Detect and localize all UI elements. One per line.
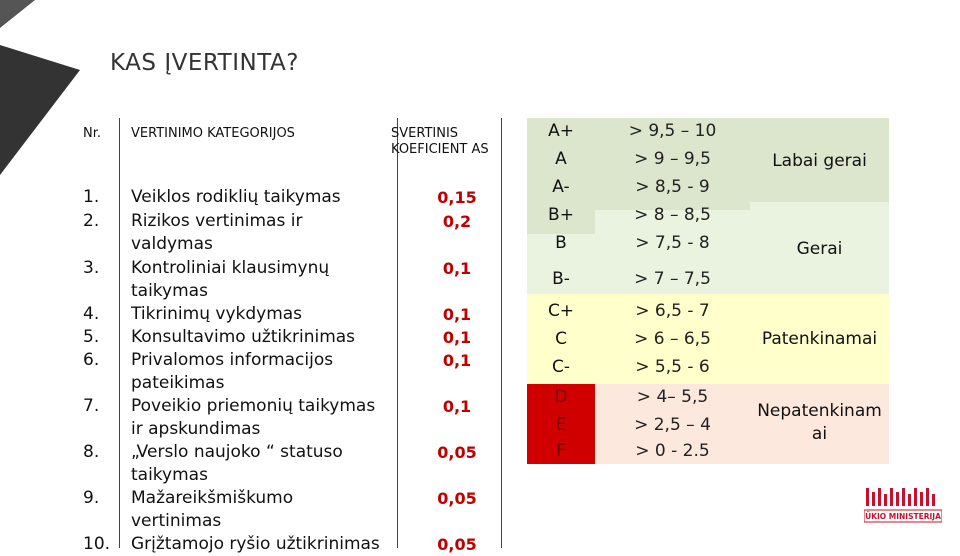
range-label: > 7 – 7,5 <box>634 269 711 289</box>
header-coef: SVERTINIS KOEFICIENT AS <box>391 126 489 157</box>
grade-label: A <box>555 149 567 169</box>
row-coefficient: 0,2 <box>442 212 472 231</box>
range-label: > 6 – 6,5 <box>634 329 711 349</box>
row-category: „Verslo naujoko “ statuso taikymas <box>131 442 343 485</box>
range-label: > 4– 5,5 <box>636 387 709 407</box>
corner-decoration <box>0 0 80 180</box>
row-coefficient: 0,1 <box>442 305 472 324</box>
grade-label: F <box>556 441 566 461</box>
row-coefficient: 0,1 <box>442 259 472 278</box>
grade-label: C+ <box>547 301 575 321</box>
row-number: 10. <box>83 534 111 554</box>
row-number: 1. <box>83 187 100 207</box>
range-label: > 8 – 8,5 <box>634 205 711 225</box>
table-divider <box>501 118 502 548</box>
row-number: 6. <box>83 350 100 370</box>
logo-text: ŪKIO MINISTERIJA <box>865 512 941 521</box>
row-coefficient: 0,1 <box>442 351 472 370</box>
grade-label: A+ <box>548 121 574 141</box>
row-coefficient: 0,05 <box>437 489 477 508</box>
verdict-nepatenkinamai: Nepatenkinam ai <box>757 401 882 444</box>
row-category: Veiklos rodiklių taikymas <box>131 187 341 207</box>
row-coefficient: 0,05 <box>437 535 477 554</box>
range-label: > 8,5 - 9 <box>635 177 710 197</box>
row-category: Privalomos informacijos pateikimas <box>131 350 334 393</box>
table-divider <box>119 118 120 548</box>
row-number: 3. <box>83 258 100 278</box>
table-divider <box>397 118 398 548</box>
row-number: 7. <box>83 396 100 416</box>
grade-label: B+ <box>548 205 574 225</box>
range-label: > 7,5 - 8 <box>635 233 710 253</box>
row-category: Poveikio priemonių taikymas ir apskundimas <box>131 396 376 439</box>
row-category: Tikrinimų vykdymas <box>131 304 303 324</box>
grade-label: A- <box>552 177 570 197</box>
verdict-patenkinamai: Patenkinamai <box>761 329 878 349</box>
range-label: > 9,5 – 10 <box>628 121 717 141</box>
grading-scale <box>527 118 889 464</box>
row-number: 9. <box>83 488 100 508</box>
row-category: Grįžtamojo ryšio užtikrinimas <box>131 534 380 554</box>
grade-label: C <box>555 329 567 349</box>
row-coefficient: 0,05 <box>437 443 477 462</box>
ministry-logo <box>864 486 942 526</box>
verdict-labai-gerai: Labai gerai <box>772 151 867 171</box>
row-number: 5. <box>83 327 100 347</box>
row-category: Rizikos vertinimas ir valdymas <box>131 211 303 254</box>
row-category: Mažareikšmiškumo vertinimas <box>131 488 294 531</box>
row-category: Kontroliniai klausimynų taikymas <box>131 258 330 301</box>
header-nr: Nr. <box>83 126 102 141</box>
range-label: > 5,5 - 6 <box>635 357 710 377</box>
row-coefficient: 0,15 <box>437 188 477 207</box>
range-label: > 2,5 – 4 <box>634 415 711 435</box>
verdict-gerai: Gerai <box>796 239 843 259</box>
categories-table <box>77 118 502 554</box>
grade-label: D <box>554 387 568 407</box>
row-number: 2. <box>83 211 100 231</box>
grade-label: B- <box>552 269 570 289</box>
range-label: > 9 – 9,5 <box>634 149 711 169</box>
range-label: > 6,5 - 7 <box>635 301 710 321</box>
grade-label: B <box>555 233 567 253</box>
row-coefficient: 0,1 <box>442 328 472 347</box>
row-number: 4. <box>83 304 100 324</box>
range-label: > 0 - 2.5 <box>635 441 710 461</box>
grade-label: C- <box>551 357 570 377</box>
row-number: 8. <box>83 442 100 462</box>
page-title: KAS ĮVERTINTA? <box>110 50 299 76</box>
row-category: Konsultavimo užtikrinimas <box>131 327 356 347</box>
grade-label: E <box>555 415 567 435</box>
row-coefficient: 0,1 <box>442 397 472 416</box>
header-category: VERTINIMO KATEGORIJOS <box>131 126 295 141</box>
